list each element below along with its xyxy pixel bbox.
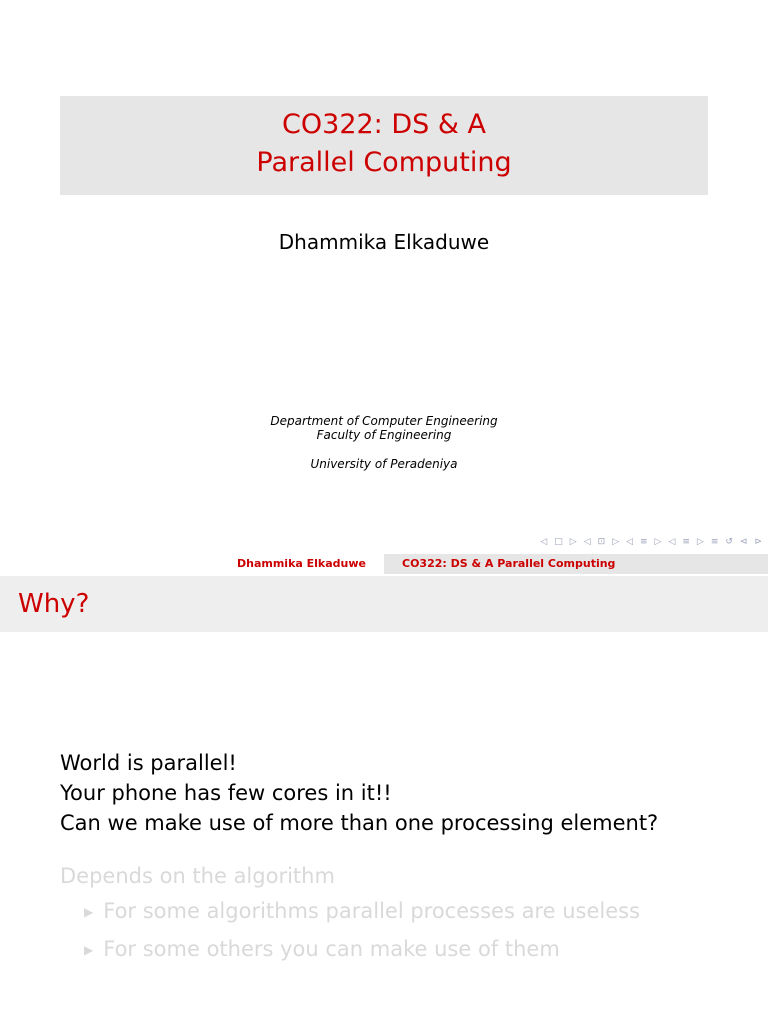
nav-subsection-icon[interactable]: ≡ xyxy=(639,537,648,547)
nav-next-frame-icon[interactable]: ▷ xyxy=(612,537,620,547)
presentation-subtitle: Parallel Computing xyxy=(256,147,512,178)
nav-prev-section-icon[interactable]: ◁ xyxy=(668,537,676,547)
why-slide xyxy=(0,554,768,1024)
nav-search-back-icon[interactable]: ⊲ xyxy=(739,537,748,547)
faded-heading: Depends on the algorithm xyxy=(60,864,335,888)
faded-bullet-item xyxy=(60,932,640,970)
nav-prev-frame-icon[interactable]: ◁ xyxy=(583,537,591,547)
nav-next-subsection-icon[interactable]: ▷ xyxy=(654,537,662,547)
bullet-triangle-icon: ▶ xyxy=(84,905,94,919)
bullet-triangle-icon: ▶ xyxy=(84,943,94,957)
slide-footer xyxy=(0,554,768,574)
body-line: Can we make use of more than one processing element? xyxy=(60,811,659,835)
department-text: Department of Computer Engineering xyxy=(270,414,498,428)
nav-prev-subsection-icon[interactable]: ◁ xyxy=(626,537,633,547)
slide-body xyxy=(60,748,658,838)
footer-author: Dhammika Elkaduwe xyxy=(0,554,384,574)
author-name: Dhammika Elkaduwe xyxy=(278,230,490,254)
faculty-text: Faculty of Engineering xyxy=(316,428,452,442)
faded-bullet-item xyxy=(60,894,640,932)
frame-title: Why? xyxy=(0,576,768,632)
nav-next-section-icon[interactable]: ▷ xyxy=(696,537,704,547)
faded-section xyxy=(60,859,640,970)
nav-section-icon[interactable]: ≡ xyxy=(682,537,690,547)
beamer-navigation-bar[interactable] xyxy=(462,535,762,549)
body-line: Your phone has few cores in it!! xyxy=(60,781,392,805)
bullet-text: For some algorithms parallel processes are useless xyxy=(103,899,641,923)
university-text: University of Peradeniya xyxy=(310,457,458,471)
nav-toc-icon[interactable]: ≡ xyxy=(710,537,719,547)
footer-title: CO322: DS & A Parallel Computing xyxy=(384,554,768,574)
title-box xyxy=(60,96,708,195)
nav-search-forward-icon[interactable]: ⊳ xyxy=(754,537,762,547)
nav-slide-icon[interactable]: □ xyxy=(554,537,563,547)
bullet-text: For some others you can make use of them xyxy=(103,937,560,961)
nav-next-slide-icon[interactable]: ▷ xyxy=(569,537,577,547)
nav-prev-slide-icon[interactable]: ◁ xyxy=(540,537,548,547)
nav-frame-icon[interactable]: ⊡ xyxy=(597,537,606,547)
presentation-title: CO322: DS & A xyxy=(282,109,486,140)
body-line: World is parallel! xyxy=(60,751,237,775)
nav-back-icon[interactable]: ↺ xyxy=(725,537,733,547)
